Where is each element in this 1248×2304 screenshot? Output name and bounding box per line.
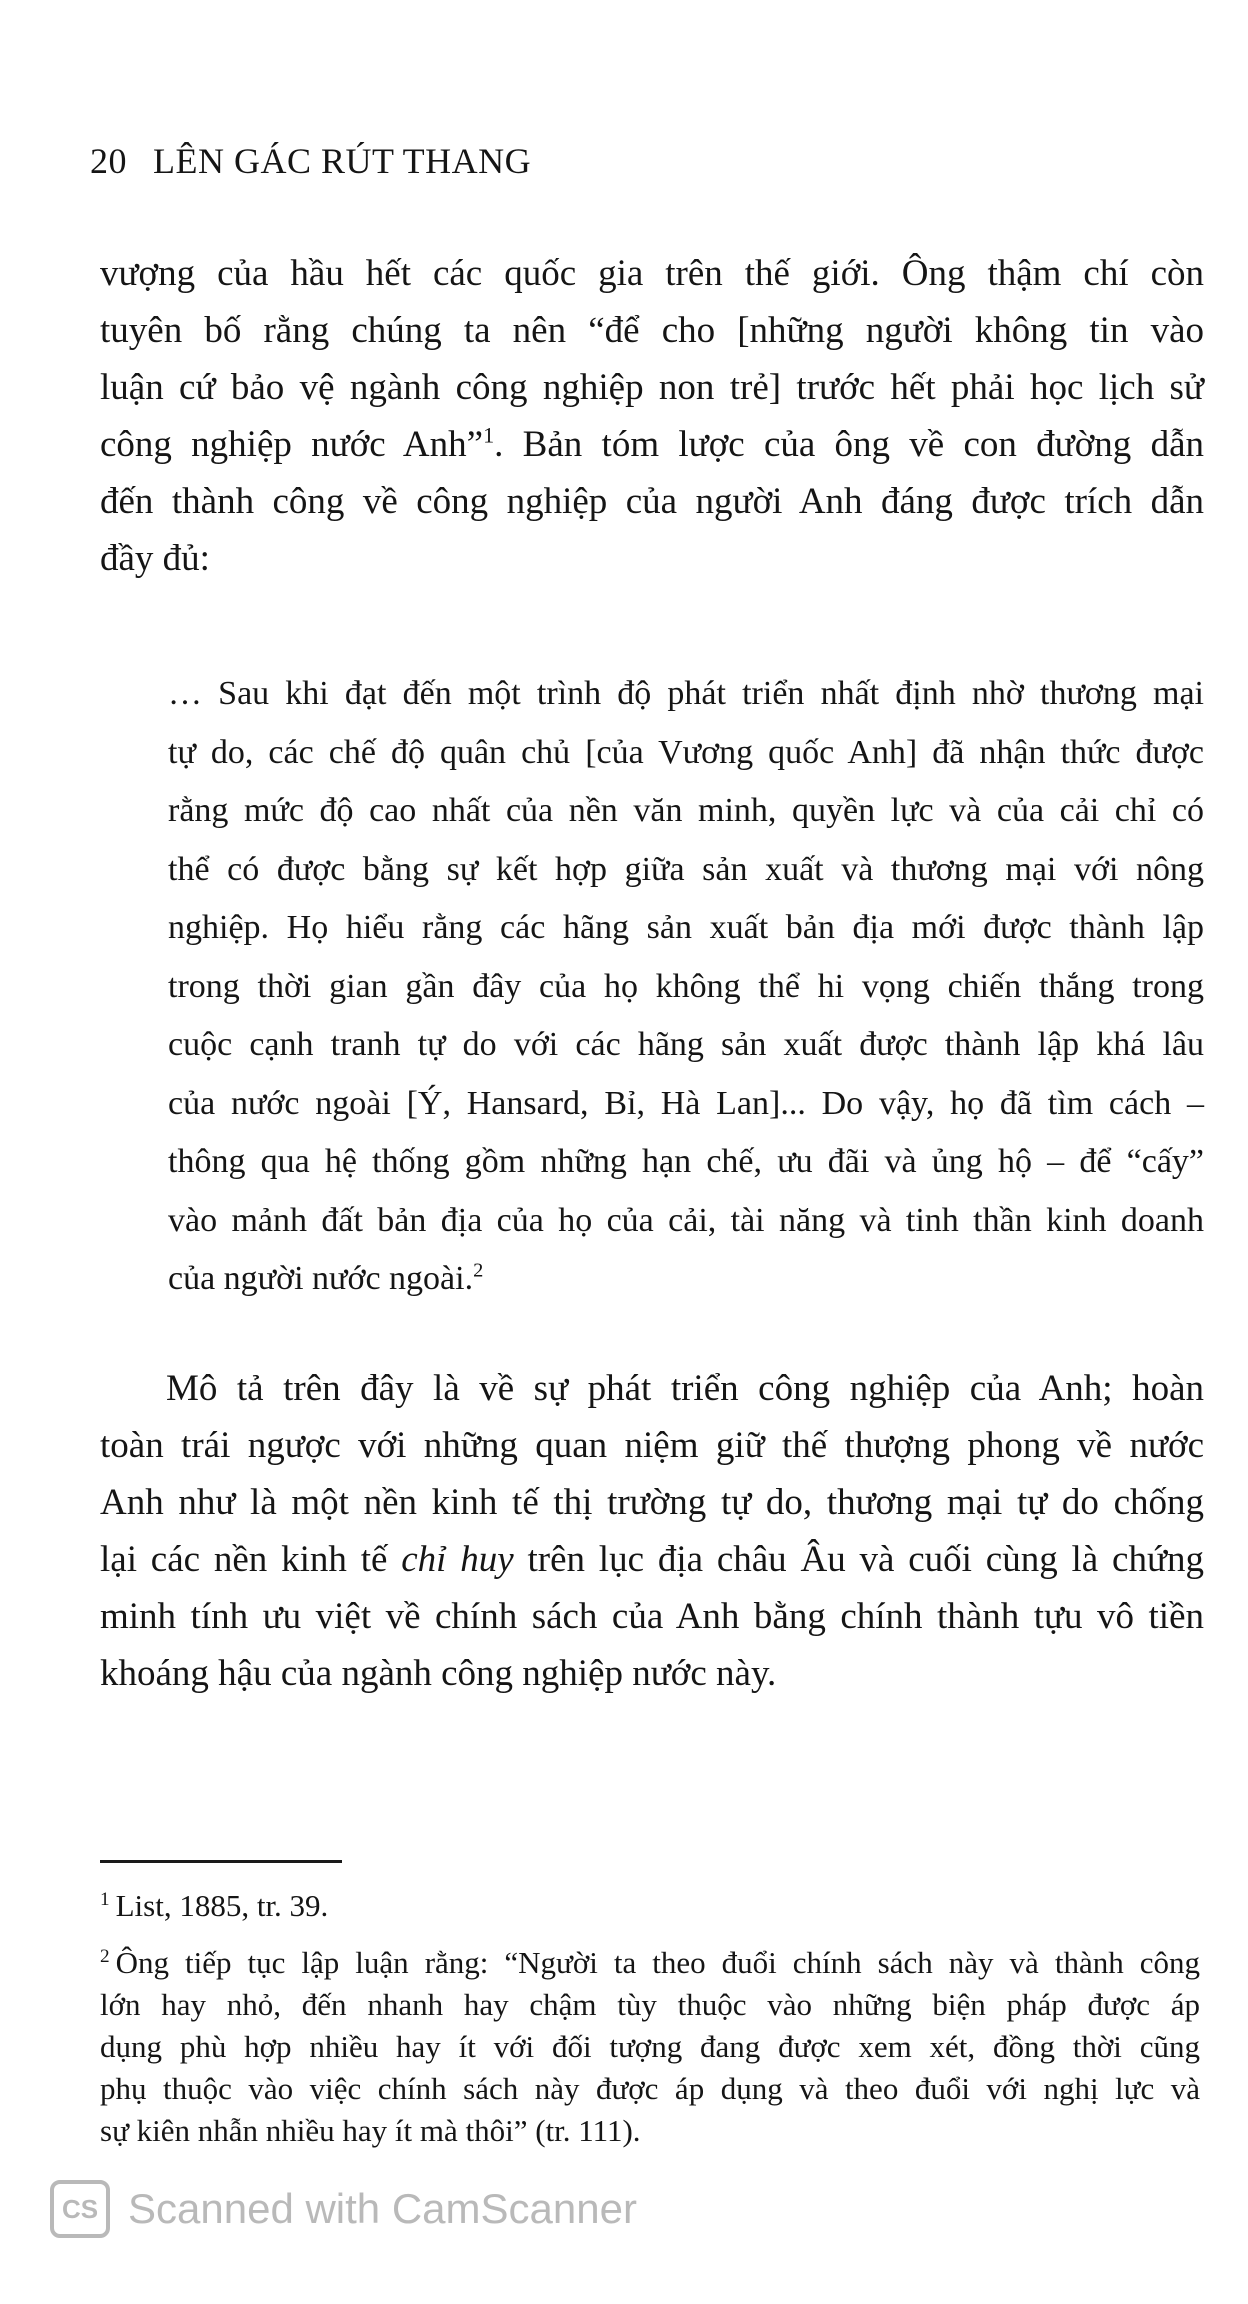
footnote-1 — [100, 1885, 1200, 1927]
quote-line: thông qua hệ thống gồm những hạn chế, ưu đãi và ủng hộ – để “cấy” — [168, 1143, 1204, 1180]
text-fragment: . Bản tóm lược của ông về con đường dẫn — [494, 424, 1204, 465]
quote-line: tự do, các chế độ quân chủ [của Vương quốc Anh] đã nhận thức được — [168, 733, 1204, 771]
footnote-line: dụng phù hợp nhiều hay ít với đối tượng đang được xem xét, đồng thời cũng — [100, 2029, 1200, 2064]
footnote-line — [100, 1942, 1200, 1984]
footnote-text: Ông tiếp tục lập luận rằng: “Người ta theo đuổi chính sách này và thành công — [115, 1945, 1200, 1980]
footnote-mark: 2 — [100, 1945, 110, 1967]
quote-line: nghiệp. Họ hiểu rằng các hãng sản xuất bản địa mới được thành lập — [168, 909, 1204, 946]
watermark-text: Scanned with CamScanner — [128, 2185, 637, 2232]
footnote-line: phụ thuộc vào việc chính sách này được áp dụng và theo đuổi với nghị lực và — [100, 2071, 1200, 2106]
camscanner-watermark — [50, 2180, 637, 2238]
quote-line: … Sau khi đạt đến một trình độ phát triển nhất định nhờ thương mại — [168, 675, 1204, 712]
camscanner-logo-icon: CS — [50, 2180, 110, 2238]
footnote-text: List, 1885, tr. 39. — [115, 1888, 329, 1923]
paragraph-commentary — [100, 1360, 1204, 1702]
footnote-ref-1: 1 — [483, 422, 495, 448]
footnote-2 — [100, 1942, 1200, 2152]
footnote-line: lớn hay nhỏ, đến nhanh hay chậm tùy thuộc vào những biện pháp được áp — [100, 1987, 1200, 2022]
footnote-mark: 1 — [100, 1888, 110, 1910]
footnote-line — [100, 1885, 1200, 1927]
text-fragment: trên lục địa châu Âu và cuối cùng là chứng — [513, 1539, 1204, 1580]
footnote-ref-2: 2 — [473, 1259, 484, 1282]
text-line: luận cứ bảo vệ ngành công nghiệp non trẻ] trước hết phải học lịch sử — [100, 367, 1204, 408]
text-fragment: công nghiệp nước Anh” — [100, 424, 484, 465]
text-line: toàn trái ngược với những quan niệm giữ thế thượng phong về nước — [100, 1425, 1204, 1466]
quote-line: rằng mức độ cao nhất của nền văn minh, quyền lực và của cải chỉ có — [168, 792, 1204, 829]
text-line: minh tính ưu việt về chính sách của Anh bằng chính thành tựu vô tiền — [100, 1596, 1204, 1637]
book-title: LÊN GÁC RÚT THANG — [153, 141, 532, 181]
quote-line — [168, 1250, 1204, 1309]
text-line: Mô tả trên đây là về sự phát triển công nghiệp của Anh; hoàn — [166, 1368, 1204, 1409]
text-line: Anh như là một nền kinh tế thị trường tự do, thương mại tự do chống — [100, 1482, 1204, 1523]
quote-line: cuộc cạnh tranh tự do với các hãng sản xuất được thành lập khá lâu — [168, 1026, 1204, 1063]
page-number: 20 — [90, 141, 127, 181]
text-line — [100, 416, 1204, 473]
quote-line: vào mảnh đất bản địa của họ của cải, tài năng và tinh thần kinh doanh — [168, 1201, 1204, 1239]
text-line: đến thành công về công nghiệp của người Anh đáng được trích dẫn — [100, 481, 1204, 522]
text-line: đầy đủ: — [100, 538, 210, 579]
quote-line: trong thời gian gần đây của họ không thể hi vọng chiến thắng trong — [168, 967, 1204, 1005]
italic-term: chỉ huy — [401, 1539, 514, 1580]
paragraph-intro — [100, 245, 1204, 587]
running-head — [90, 140, 531, 182]
text-line: tuyên bố rằng chúng ta nên “để cho [những người không tin vào — [100, 310, 1204, 351]
quote-line: thể có được bằng sự kết hợp giữa sản xuất và thương mại với nông — [168, 850, 1204, 888]
text-fragment: của người nước ngoài. — [168, 1260, 474, 1297]
block-quote — [168, 665, 1204, 1309]
text-fragment: lại các nền kinh tế — [100, 1539, 402, 1580]
footnote-divider — [100, 1860, 342, 1863]
text-line: khoáng hậu của ngành công nghiệp nước này. — [100, 1653, 777, 1694]
quote-line: của nước ngoài [Ý, Hansard, Bỉ, Hà Lan]... Do vậy, họ đã tìm cách – — [168, 1084, 1204, 1122]
footnote-line: sự kiên nhẫn nhiều hay ít mà thôi” (tr. 111). — [100, 2113, 641, 2148]
text-line — [100, 1531, 1204, 1588]
text-line: vượng của hầu hết các quốc gia trên thế giới. Ông thậm chí còn — [100, 253, 1204, 294]
